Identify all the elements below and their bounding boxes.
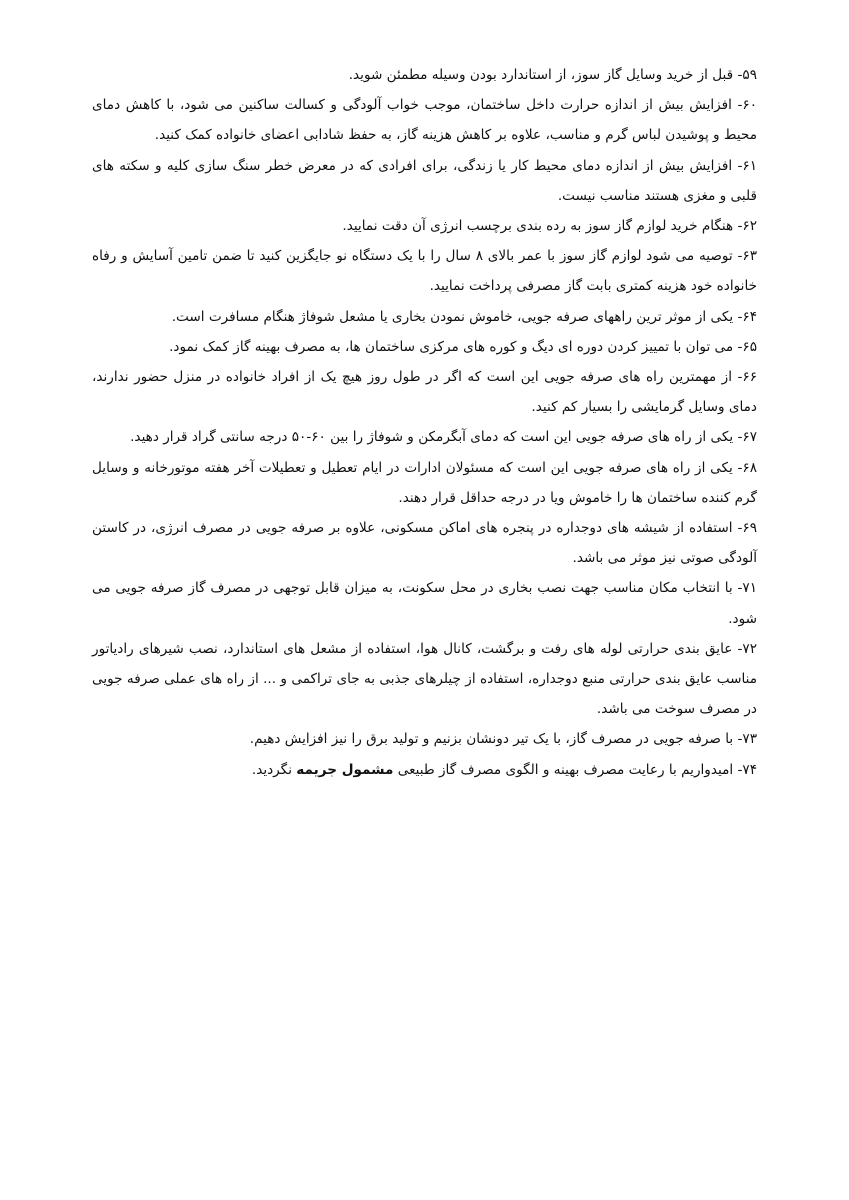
list-item: ۶۵- می توان با تمییز کردن دوره ای دیگ و کوره های مرکزی ساختمان ها، به مصرف بهینه گاز کمک نمود. (169, 338, 757, 355)
last-item-text-end: نگردید. (251, 761, 297, 778)
list-item: ۶۳- توصیه می شود لوازم گاز سوز با عمر بالای ۸ سال را با یک دستگاه نو جایگزین کنید تا ضمن تامین آسایش و رفاه خانواده خود هزینه کمتری بابت گاز مصرفی پرداخت نمایید. (92, 248, 757, 295)
list-item: ۶۷- یکی از راه های صرفه جویی این است که دمای آبگرمکن و شوفاژ را بین ۶۰-۵۰ درجه سانتی گراد قرار دهید. (130, 429, 757, 446)
list-item: ۶۸- یکی از راه های صرفه جویی این است که مسئولان ادارات در ایام تعطیل و تعطیلات آخر هفته موتورخانه و وسایل گرم کننده ساختمان ها را خاموش ویا در درجه حداقل قرار دهند. (92, 459, 757, 506)
list-item: ۶۲- هنگام خرید لوازم گاز سوز به رده بندی برچسب انرژی آن دقت نمایید. (342, 218, 757, 235)
list-item: ۷۳- با صرفه جویی در مصرف گاز، با یک تیر دونشان بزنیم و تولید برق را نیز افزایش دهیم. (249, 731, 757, 748)
list-item: ۶۰- افزایش بیش از اندازه حرارت داخل ساختمان، موجب خواب آلودگی و کسالت ساکنین می شود، با کاهش دمای محیط و پوشیدن لباس گرم و مناسب، علاوه بر کاهش هزینه گاز، به حفظ شادابی اعضای خانواده کمک کنید. (92, 97, 757, 144)
document-page (92, 60, 757, 785)
list-item: ۶۱- افزایش بیش از اندازه دمای محیط کار یا زندگی، برای افرادی که در معرض خطر سنگ سازی کلیه و سکته های قلبی و مغزی هستند مناسب نیست. (92, 157, 757, 204)
list-item: ۶۹- استفاده از شیشه های دوجداره در پنجره های اماکن مسکونی، علاوه بر صرفه جویی در مصرف انرژی، در کاستن آلودگی صوتی نیز موثر می باشد. (92, 520, 757, 567)
last-item-text-start: ۷۴- امیدواریم با رعایت مصرف بهینه و الگوی مصرف گاز طبیعی (393, 761, 757, 778)
list-item: ۵۹- قبل از خرید وسایل گاز سوز، از استاندارد بودن وسیله مطمئن شوید. (348, 67, 757, 83)
emphasized-phrase: مشمول جریمه (296, 761, 394, 778)
list-item: ۶۶- از مهمترین راه های صرفه جویی این است که اگر در طول روز هیچ یک از افراد خانواده در منزل حضور ندارند، دمای وسایل گرمایشی را بسیار کم کنید. (92, 369, 757, 416)
list-item: ۶۴- یکی از موثر ترین راههای صرفه جویی، خاموش نمودن بخاری یا مشعل شوفاژ هنگام مسافرت است. (171, 308, 757, 325)
list-item: ۷۲- عایق بندی حرارتی لوله های رفت و برگشت، کانال هوا، استفاده از مشعل های استاندارد، نصب شیرهای رادیاتور مناسب عایق بندی حرارتی منبع دوجداره، استفاده از چیلرهای جذبی به جای تراکمی و ... از راه های عملی صرفه جویی در مصرف سوخت می باشد. (92, 640, 757, 718)
list-item-last (92, 755, 757, 785)
list-item: ۷۱- با انتخاب مکان مناسب جهت نصب بخاری در محل سکونت، به میزان قابل توجهی در مصرف گاز صرفه جویی می شود. (92, 580, 757, 627)
